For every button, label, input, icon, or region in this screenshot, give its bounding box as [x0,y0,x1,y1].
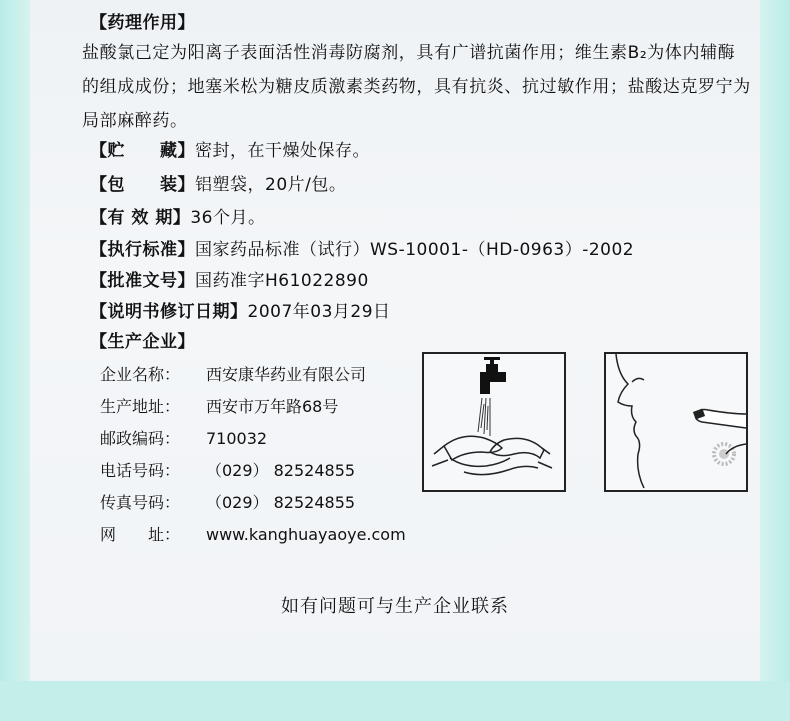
address-value: 西安市万年路68号 [206,397,339,416]
pharmacology-text: 盐酸氯己定为阳离子表面活性消毒防腐剂，具有广谱抗菌作用；维生素B₂为体内辅酶的组成成份；地塞米松为糖皮质激素类药物，具有抗炎、抗过敏作用；盐酸达克罗宁为局部麻醉药。 [82,43,751,131]
company-name-value: 西安康华药业有限公司 [206,365,367,384]
phone-row [100,458,355,481]
standard-label: 【执行标准】 [90,240,195,260]
website-row [100,522,406,545]
validity-label: 【有 效 期】 [90,208,191,228]
revision-line [90,297,391,322]
package-value: 铝塑袋，20片/包。 [195,175,347,195]
faucet-hands-icon [424,354,564,490]
manufacturer-label: 【生产企业】 [90,332,195,352]
face-finger-icon [606,354,746,490]
revision-value: 2007年03月29日 [247,302,391,322]
package-line [90,170,346,195]
apply-tablet-illustration [604,352,748,492]
bottom-background-band [0,681,790,721]
fax-value: （029） 82524855 [206,493,356,512]
pharmacology-heading [90,8,195,33]
leaflet-paper [30,0,760,681]
manufacturer-heading [90,327,195,352]
fax-key: 传真号码： [100,493,181,512]
fax-row [100,490,355,513]
hand-washing-illustration [422,352,566,492]
approval-value: 国药准字H61022890 [195,271,369,291]
storage-line [90,136,370,161]
website-value: www.kanghuayaoye.com [206,525,406,544]
company-name-key: 企业名称： [100,365,181,384]
package-label: 【包 装】 [90,175,195,195]
standard-value: 国家药品标准（试行）WS-10001-（HD-0963）-2002 [195,240,635,260]
approval-line [90,266,369,291]
storage-label: 【贮 藏】 [90,141,195,161]
standard-line [90,235,634,260]
contact-manufacturer-note: 如有问题可与生产企业联系 [281,596,509,617]
pharmacology-label: 【药理作用】 [90,13,195,33]
postcode-value: 710032 [206,429,268,448]
phone-key: 电话号码： [100,461,181,480]
validity-line [90,203,265,228]
storage-value: 密封，在干燥处保存。 [195,141,370,161]
postcode-row [100,426,267,449]
address-key: 生产地址： [100,397,181,416]
phone-value: （029） 82524855 [206,461,356,480]
address-row [100,394,338,417]
website-key: 网 址： [100,525,181,544]
approval-label: 【批准文号】 [90,271,195,291]
validity-value: 36个月。 [190,208,266,228]
company-name-row [100,362,366,385]
postcode-key: 邮政编码： [100,429,181,448]
revision-label: 【说明书修订日期】 [90,302,248,322]
